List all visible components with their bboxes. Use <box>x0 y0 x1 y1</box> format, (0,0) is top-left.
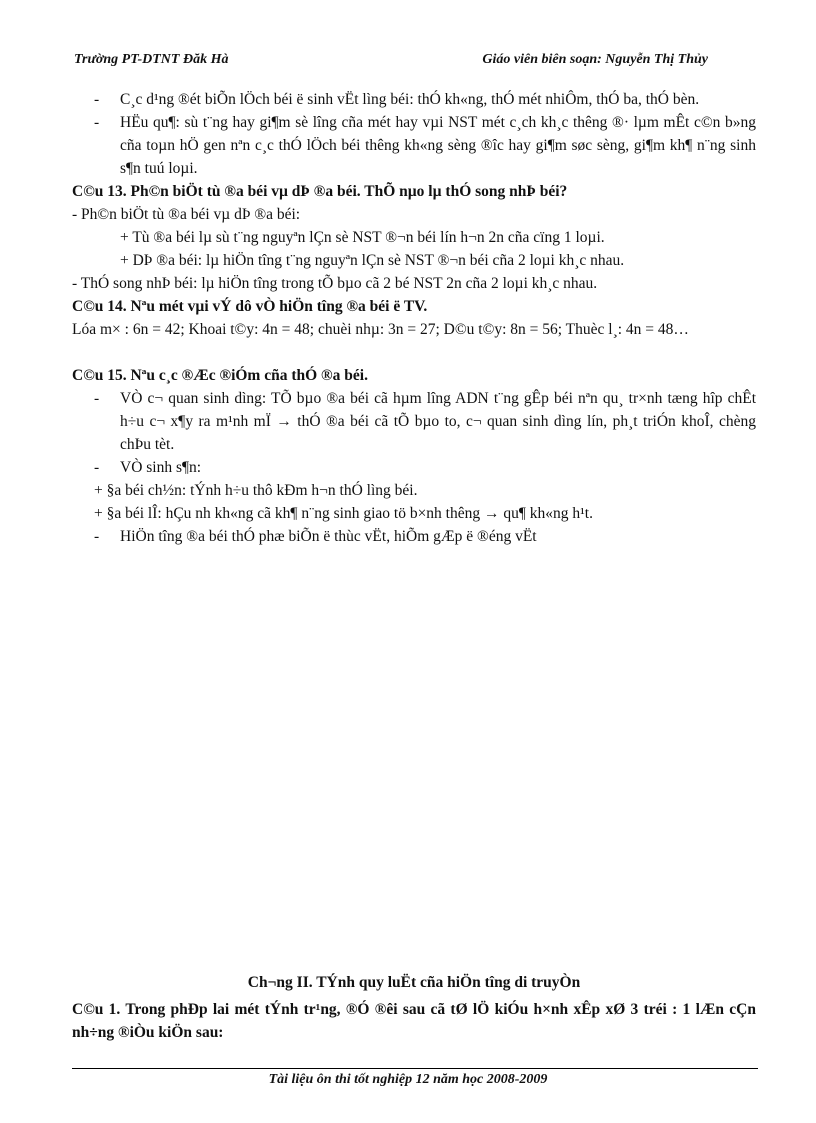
list-item <box>72 456 756 479</box>
header-school: Trường PT-DTNT Đăk Hà <box>74 52 229 67</box>
question-14: C©u 14. Nªu mét vµi vÝ dô vÒ hiÖn tîng ®a béi ë TV. <box>72 298 428 315</box>
list-item <box>72 111 756 180</box>
question-13: C©u 13. Ph©n biÖt tù ®a béi vµ dÞ ®a béi. ThÕ nµo lµ thÓ song nhÞ béi? <box>72 183 568 200</box>
bullet-text: HËu qu¶: sù t¨ng hay gi¶m sè lîng cña mét hay vµi NST mét c¸ch kh¸c thêng ®· lµm mÊt c©n b»ng cña toµn hÖ gen nªn c¸c thÓ lÖch béi thêng kh«ng sèng ®îc hay gi¶m søc sèng, gi¶m kh¶ n¨ng sinh s¶n tuú loµi. <box>120 114 756 177</box>
footer-text: Tài liệu ôn thi tốt nghiệp 12 năm học 2008-2009 <box>268 1072 548 1087</box>
bullet-text: C¸c d¹ng ®ét biÕn lÖch béi ë sinh vËt lìng béi: thÓ kh«ng, thÓ mét nhiÔm, thÓ ba, thÓ bèn. <box>120 91 700 108</box>
bullet-text: VÒ c¬ quan sinh dìng: TÕ bµo ®a béi cã hµm lîng ADN t¨ng gÊp béi nªn qu¸ tr×nh tæng hîp chÊt h÷u c¬ x¶y ra m¹nh mÏ → thÓ ®a béi cã tÕ bµo to, c¬ quan sinh dìng lín, ph¸t triÓn khoÎ, chèng chÞu tèt. <box>120 390 756 453</box>
list-item <box>72 88 756 111</box>
bullet-mark: - <box>94 459 100 476</box>
header-author: Giáo viên biên soạn: Nguyễn Thị Thủy <box>482 52 708 67</box>
chapter-title: Ch¬ng II. TÝnh quy luËt cña hiÖn tîng di truyÒn <box>247 974 581 991</box>
bullet-mark: - <box>94 528 100 545</box>
paragraph: - ThÓ song nhÞ béi: lµ hiÖn tîng trong tÕ bµo cã 2 bé NST 2n cña 2 loµi kh¸c nhau. <box>72 275 598 292</box>
footer-divider <box>72 1068 758 1069</box>
paragraph: + §a béi lÎ: hÇu nh kh«ng cã kh¶ n¨ng sinh giao tö b×nh thêng → qu¶ kh«ng h¹t. <box>94 505 593 522</box>
question-15: C©u 15. Nªu c¸c ®Æc ®iÓm cña thÓ ®a béi. <box>72 367 368 384</box>
paragraph: + DÞ ®a béi: lµ hiÖn tîng t¨ng nguyªn lÇn sè NST ®¬n béi cña 2 loµi kh¸c nhau. <box>120 252 625 269</box>
paragraph: Lóa m× : 6n = 42; Khoai t©y: 4n = 48; chuèi nhµ: 3n = 27; D©u t©y: 8n = 56; Thuèc l¸: 4n = 48… <box>72 321 689 338</box>
bullet-mark: - <box>94 91 100 108</box>
paragraph: + §a béi ch½n: tÝnh h÷u thô kÐm h¬n thÓ lìng béi. <box>94 482 418 499</box>
bullet-mark: - <box>94 114 100 131</box>
bullet-text: HiÖn tîng ®a béi thÓ phæ biÕn ë thùc vËt, hiÕm gÆp ë ®éng vËt <box>120 528 537 545</box>
list-item <box>72 387 756 456</box>
bullet-text: VÒ sinh s¶n: <box>120 459 202 476</box>
document-body <box>72 88 756 548</box>
question-1: C©u 1. Trong phÐp lai mét tÝnh tr¹ng, ®Ó ®êi sau cã tØ lÖ kiÓu h×nh xÊp xØ 3 tréi : 1 lÆn cÇn nh÷ng ®iÒu kiÖn sau: <box>72 1001 756 1041</box>
list-item <box>72 525 756 548</box>
paragraph: + Tù ®a béi lµ sù t¨ng nguyªn lÇn sè NST ®¬n béi lín h¬n 2n cña cïng 1 loµi. <box>120 229 605 246</box>
paragraph: - Ph©n biÖt tù ®a béi vµ dÞ ®a béi: <box>72 206 301 223</box>
bullet-mark: - <box>94 390 100 407</box>
